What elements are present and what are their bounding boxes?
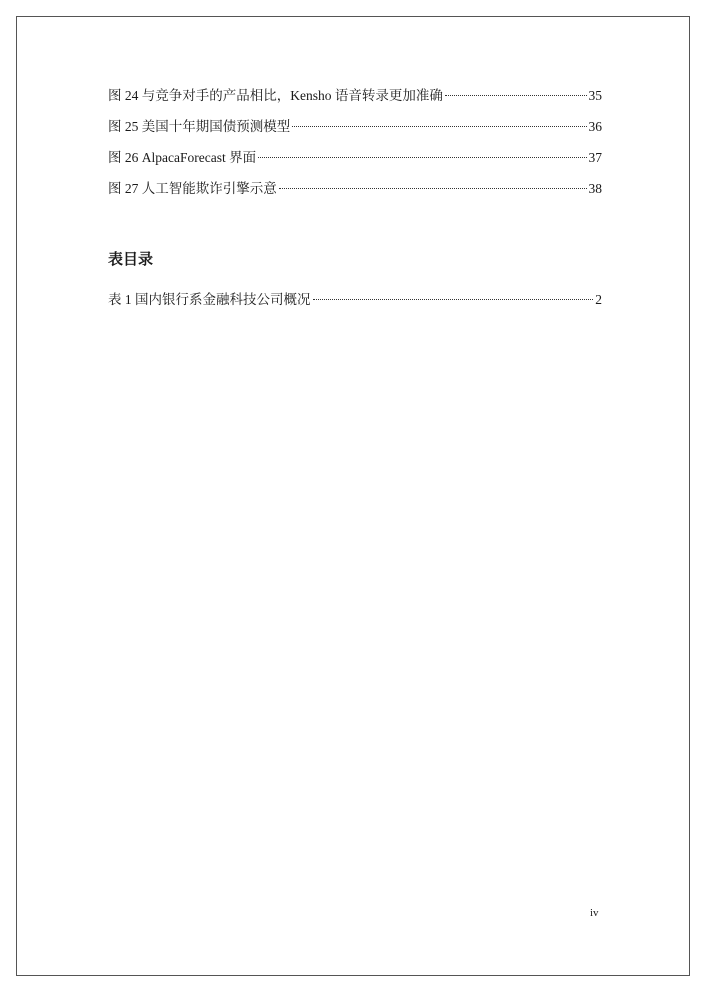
table-list: [108, 290, 602, 321]
toc-entry[interactable]: [108, 86, 602, 117]
figure-list: [108, 86, 602, 210]
toc-entry-page: 38: [588, 181, 602, 196]
toc-entry-label: 图 26 AlpacaForecast 界面: [108, 150, 257, 165]
toc-entry[interactable]: [108, 148, 602, 179]
toc-entry-label: 图 24 与竞争对手的产品相比，Kensho 语音转录更加准确: [108, 88, 443, 103]
toc-entry-label: 图 27 人工智能欺诈引擎示意: [108, 181, 277, 196]
toc-entry[interactable]: [108, 179, 602, 210]
toc-dot-leader: [258, 157, 586, 158]
toc-entry[interactable]: [108, 117, 602, 148]
toc-entry-label: 表 1 国内银行系金融科技公司概况: [108, 292, 311, 307]
toc-entry[interactable]: [108, 290, 602, 321]
toc-entry-page: 2: [595, 292, 602, 307]
page-number: iv: [590, 907, 599, 919]
toc-entry-page: 36: [588, 119, 602, 134]
toc-entry-label: 图 25 美国十年期国债预测模型: [108, 119, 291, 134]
toc-entry-page: 37: [588, 150, 602, 165]
toc-entry-page: 35: [588, 88, 602, 103]
toc-dot-leader: [313, 299, 594, 300]
toc-dot-leader: [279, 188, 587, 189]
toc-dot-leader: [445, 95, 587, 96]
table-index-heading: 表目录: [108, 250, 154, 268]
toc-dot-leader: [292, 126, 586, 127]
